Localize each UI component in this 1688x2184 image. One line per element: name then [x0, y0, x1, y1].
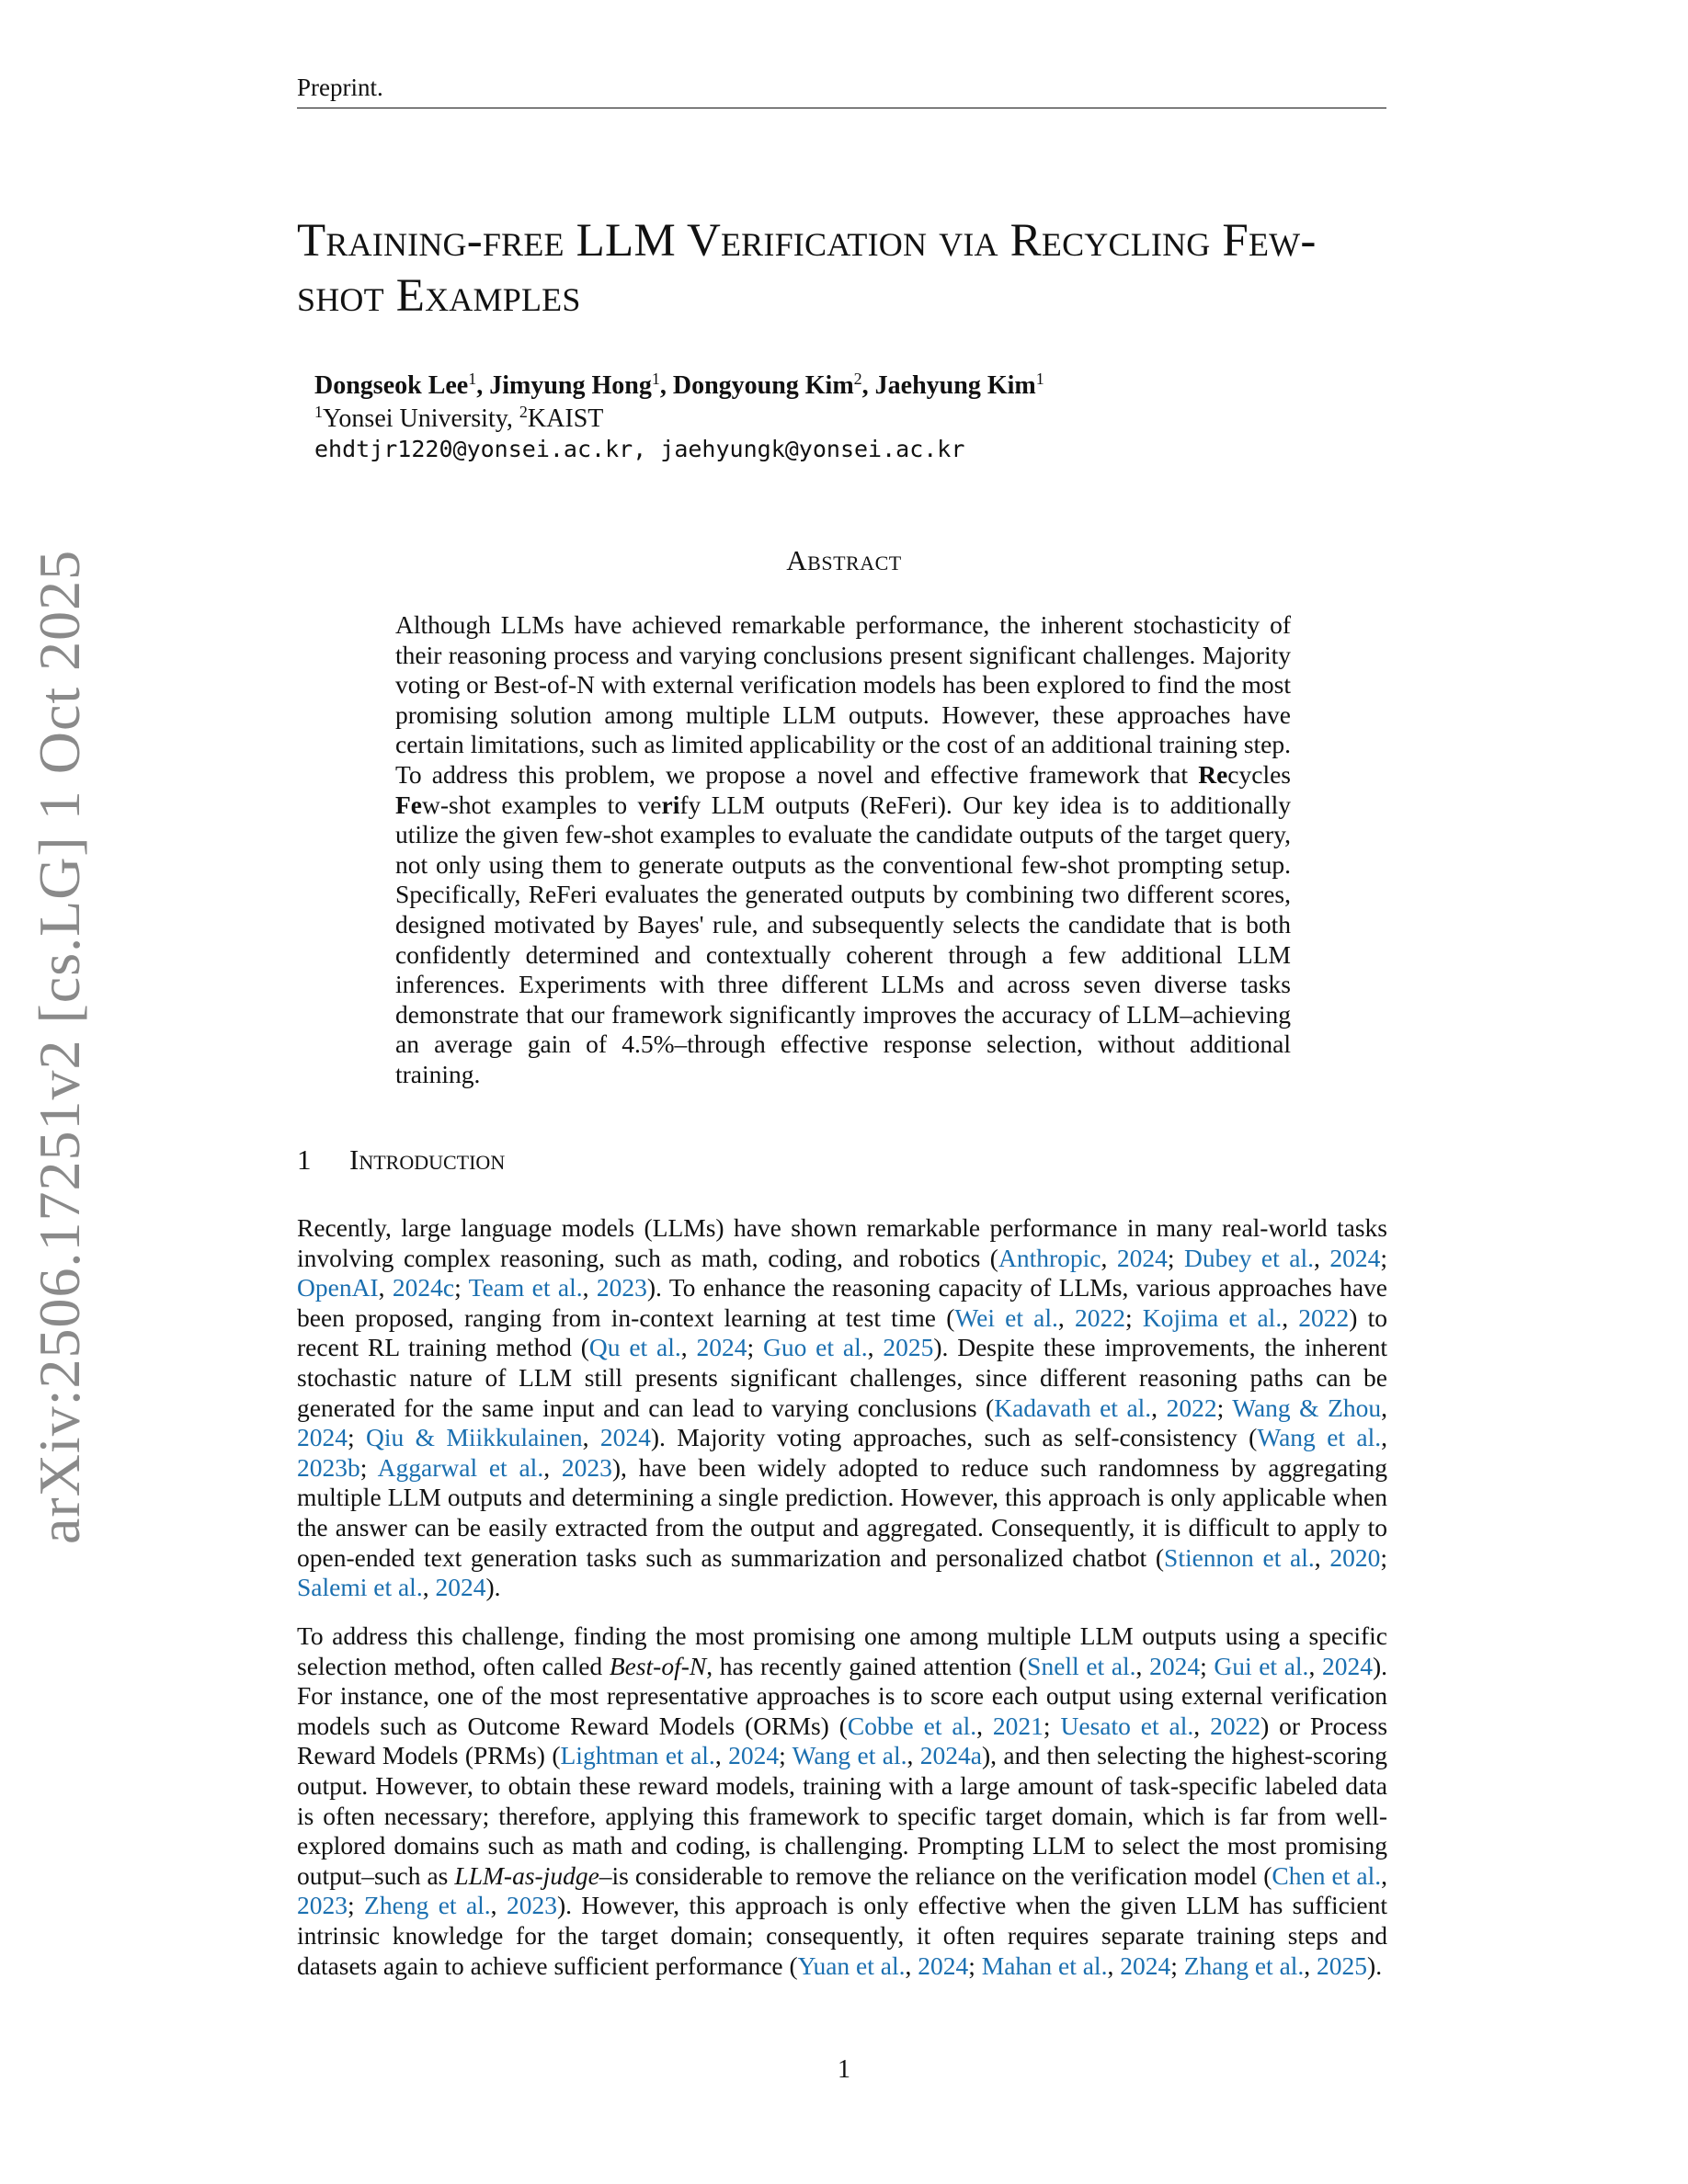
citation-link[interactable]: Zheng et al.: [364, 1891, 491, 1920]
citation-link[interactable]: Gui et al.: [1214, 1651, 1309, 1680]
affiliation-list: $^1$Yonsei University, $^2$KAIST: [314, 403, 604, 433]
citation-link[interactable]: Wang & Zhou: [1232, 1393, 1382, 1422]
citation-link[interactable]: 2021: [992, 1711, 1044, 1740]
emphasized-term: Best-of-N: [609, 1651, 707, 1680]
citation-link[interactable]: 2023: [506, 1891, 557, 1920]
intro-paragraph-2: To address this challenge, finding the most promising one among multiple LLM outputs using a specific selection method, often called Best-of-N, has recently gained attention (Snell et al., 2024; Gui et al., 2024). For instance, one of the most representative approaches is to score each output using external verification models such as Outcome Reward Models (ORMs) (Cobbe et al., 2021; Uesato et al., 2022) or Process Reward Models (PRMs) (Lightman et al., 2024; Wang et al., 2024a), and then selecting the highest-scoring output. However, to obtain these reward models, training with a large amount of task-specific labeled data is often necessary; therefore, applying this framework to specific target domain, which is far from well-explored domains such as math and coding, is challenging. Prompting LLM to select the most promising output–such as LLM-as-judge–is considerable to remove the reliance on the verification model (Chen et al., 2023; Zheng et al., 2023). However, this approach is only effective when the given LLM has sufficient intrinsic knowledge for the target domain; consequently, it often requires separate training steps and datasets again to achieve sufficient performance (Yuan et al., 2024; Mahan et al., 2024; Zhang et al., 2025).: [297, 1621, 1388, 1980]
citation-link[interactable]: Cobbe et al.: [847, 1711, 977, 1740]
citation-link[interactable]: Anthropic: [998, 1243, 1101, 1272]
citation-link[interactable]: 2024: [696, 1333, 747, 1362]
citation-link[interactable]: 2024a: [919, 1741, 982, 1770]
intro-paragraph-1: Recently, large language models (LLMs) have shown remarkable performance in many real-world tasks involving complex reasoning, such as math, coding, and robotics (Anthropic, 2024; Dubey et al., 2024; OpenAI, 2024c; Team et al., 2023). To enhance the reasoning capacity of LLMs, various approaches have been proposed, ranging from in-context learning at test time (Wei et al., 2022; Kojima et al., 2022) to recent RL training method (Qu et al., 2024; Guo et al., 2025). Despite these improvements, the inherent stochastic nature of LLM still presents significant challenges, since different reasoning paths can be generated for the same input and can lead to varying conclusions (Kadavath et al., 2022; Wang & Zhou, 2024; Qiu & Miikkulainen, 2024). Majority voting approaches, such as self-consistency (Wang et al., 2023b; Aggarwal et al., 2023), have been widely adopted to reduce such randomness by aggregating multiple LLM outputs and determining a single prediction. However, this approach is only applicable when the answer can be easily extracted from the output and aggregated. Consequently, it is difficult to apply to open-ended text generation tasks such as summarization and personalized chatbot (Stiennon et al., 2020; Salemi et al., 2024).: [297, 1213, 1388, 1602]
citation-link[interactable]: 2023: [297, 1891, 348, 1920]
citation-link[interactable]: Wang et al.: [792, 1741, 907, 1770]
section-title: Introduction: [349, 1143, 506, 1176]
citation-link[interactable]: Wei et al.: [954, 1302, 1058, 1332]
citation-link[interactable]: Kojima et al.: [1142, 1302, 1283, 1332]
citation-link[interactable]: 2022: [1074, 1302, 1125, 1332]
citation-link[interactable]: 2024: [435, 1573, 486, 1602]
author-name: Jimyung Hong$^1$: [489, 370, 660, 400]
citation-link[interactable]: OpenAI: [297, 1273, 379, 1302]
abstract-heading: Abstract: [786, 544, 902, 576]
citation-link[interactable]: Qu et al.: [588, 1333, 681, 1362]
citation-link[interactable]: Chen et al.: [1272, 1860, 1382, 1890]
citation-link[interactable]: 2024: [1149, 1651, 1201, 1680]
citation-link[interactable]: 2025: [883, 1333, 934, 1362]
citation-link[interactable]: Snell et al.: [1027, 1651, 1136, 1680]
citation-link[interactable]: Uesato et al.: [1060, 1711, 1194, 1740]
citation-link[interactable]: 2024: [1329, 1243, 1381, 1272]
citation-link[interactable]: 2020: [1329, 1542, 1381, 1572]
section-number: 1: [297, 1143, 312, 1176]
citation-link[interactable]: Wang et al.: [1257, 1423, 1382, 1452]
citation-link[interactable]: Yuan et al.: [797, 1951, 906, 1980]
affiliation: $^1$Yonsei University: [314, 403, 507, 433]
citation-link[interactable]: Kadavath et al.: [994, 1393, 1152, 1422]
citation-link[interactable]: 2024: [1321, 1651, 1373, 1680]
author-emails[interactable]: ehdtjr1220@yonsei.ac.kr, jaehyungk@yonsei.ac.kr: [314, 436, 965, 462]
citation-link[interactable]: 2024c: [392, 1273, 455, 1302]
author-name: Dongyoung Kim$^2$: [672, 370, 862, 400]
citation-link[interactable]: Dubey et al.: [1184, 1243, 1314, 1272]
citation-link[interactable]: 2022: [1166, 1393, 1217, 1422]
citation-link[interactable]: 2023: [561, 1452, 612, 1482]
author-list: Dongseok Lee$^1$, Jimyung Hong$^1$, Dongyoung Kim$^2$, Jaehyung Kim$^1$: [314, 370, 1044, 400]
affiliation: $^2$KAIST: [519, 403, 604, 433]
citation-link[interactable]: Qiu & Miikkulainen: [366, 1423, 583, 1452]
citation-link[interactable]: 2023b: [297, 1452, 360, 1482]
section-heading: [297, 1143, 505, 1177]
page-number: 1: [838, 2055, 850, 2084]
citation-link[interactable]: Aggarwal et al.: [377, 1452, 544, 1482]
citation-link[interactable]: 2022: [1210, 1711, 1261, 1740]
citation-link[interactable]: 2023: [596, 1273, 647, 1302]
citation-link[interactable]: 2022: [1298, 1302, 1350, 1332]
citation-link[interactable]: 2025: [1317, 1951, 1368, 1980]
citation-link[interactable]: Lightman et al.: [560, 1741, 715, 1770]
abstract-text: Although LLMs have achieved remarkable performance, the inherent stochasticity of their reasoning process and varying conclusions present significant challenges. Majority voting or Best-of-N with external verification models has been explored to find the most promising solution among multiple LLM outputs. However, these approaches have certain limitations, such as limited applicability or the cost of an additional training step. To address this problem, we propose a novel and effective framework that Recycles Few-shot examples to verify LLM outputs (ReFeri). Our key idea is to additionally utilize the given few-shot examples to evaluate the candidate outputs of the target query, not only using them to generate outputs as the conventional few-shot prompting setup. Specifically, ReFeri evaluates the generated outputs by combining two different scores, designed motivated by Bayes' rule, and subsequently selects the candidate that is both confidently determined and contextually coherent through a few additional LLM inferences. Experiments with three different LLMs and across seven diverse tasks demonstrate that our framework significantly improves the accuracy of LLM–achieving an average gain of 4.5%–through effective response selection, without additional training.: [395, 610, 1291, 1088]
citation-link[interactable]: 2024: [728, 1741, 780, 1770]
citation-link[interactable]: 2024: [1120, 1951, 1171, 1980]
citation-link[interactable]: Zhang et al.: [1183, 1951, 1305, 1980]
emphasized-term: LLM-as-judge: [454, 1860, 599, 1890]
author-name: Jaehyung Kim$^1$: [874, 370, 1044, 400]
citation-link[interactable]: Guo et al.: [762, 1333, 868, 1362]
citation-link[interactable]: 2024: [918, 1951, 969, 1980]
author-name: Dongseok Lee$^1$: [314, 370, 477, 400]
running-header: Preprint.: [297, 74, 1386, 108]
citation-link[interactable]: 2024: [1116, 1243, 1168, 1272]
citation-link[interactable]: Team et al.: [468, 1273, 583, 1302]
citation-link[interactable]: Mahan et al.: [981, 1951, 1108, 1980]
citation-link[interactable]: Salemi et al.: [297, 1573, 423, 1602]
citation-link[interactable]: 2024: [297, 1423, 348, 1452]
arxiv-identifier-stamp[interactable]: arXiv:2506.17251v2 [cs.LG] 1 Oct 2025: [27, 549, 92, 1544]
paper-title: Training-free LLM Verification via Recycling Few-shot Examples: [297, 215, 1317, 322]
citation-link[interactable]: 2024: [599, 1423, 651, 1452]
citation-link[interactable]: Stiennon et al.: [1164, 1542, 1315, 1572]
